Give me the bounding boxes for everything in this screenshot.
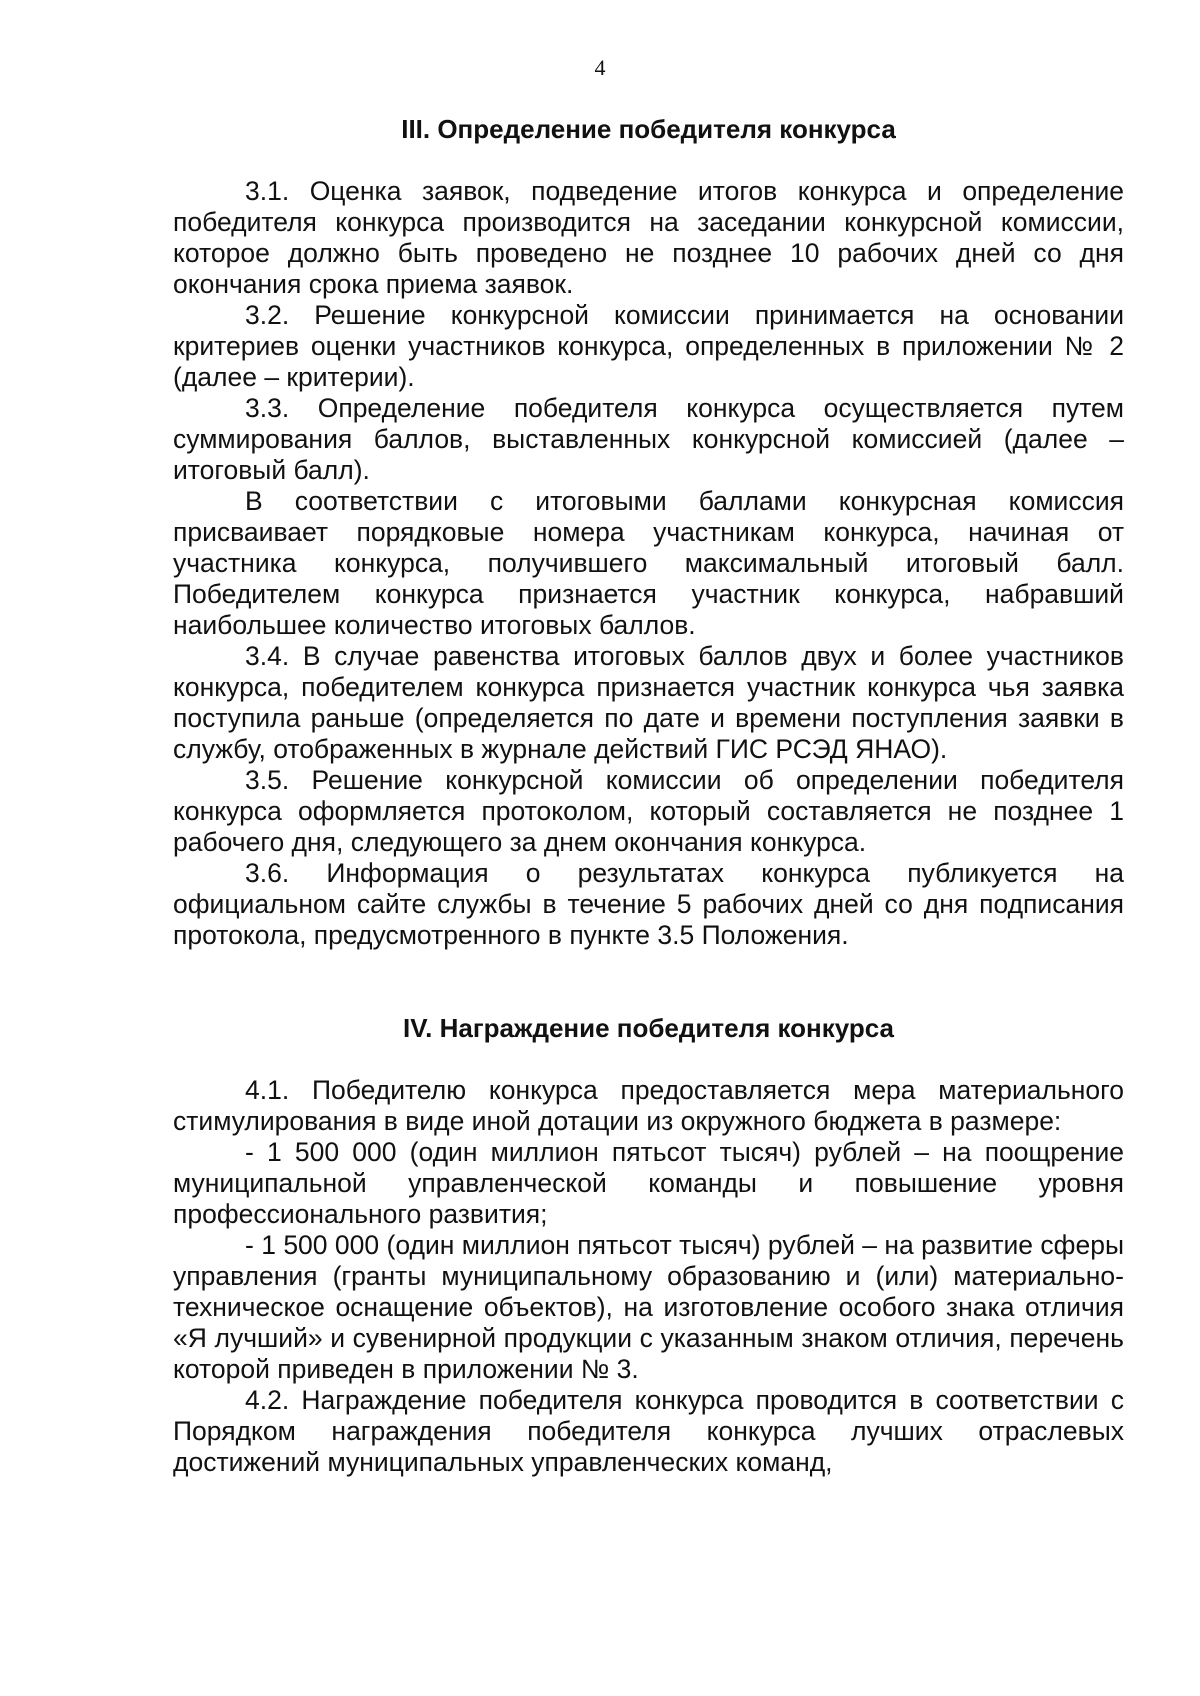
paragraph-4-1: 4.1. Победителю конкурса предоставляется мера материального стимулирования в виде иной дотации из окружного бюджета в размере: [173,1075,1124,1136]
section-4-heading: IV. Награждение победителя конкурса [402,1013,894,1043]
paragraph-3-3: 3.3. Определение победителя конкурса осуществляется путем суммирования баллов, выставленных конкурсной комиссией (далее – итоговый балл). [173,393,1124,485]
paragraph-4-1-item-1: - 1 500 000 (один миллион пятьсот тысяч) рублей – на поощрение муниципальной управленческой команды и повышение уровня профессионального развития; [173,1137,1124,1229]
document-body [173,114,1124,1478]
paragraph-3-3-continued: В соответствии с итоговыми баллами конкурсная комиссия присваивает порядковые номера участникам конкурса, начиная от участника конкурса, получившего максимальный итоговый балл. Победителем конкурса признается участник конкурса, набравший наибольшее количество итоговых баллов. [173,486,1124,640]
paragraph-3-6: 3.6. Информация о результатах конкурса публикуется на официальном сайте службы в течение 5 рабочих дней со дня подписания протокола, предусмотренного в пункте 3.5 Положения. [173,858,1124,950]
paragraph-4-2: 4.2. Награждение победителя конкурса проводится в соответствии с Порядком награждения победителя конкурса лучших отраслевых достижений муниципальных управленческих команд, [173,1385,1124,1477]
paragraph-3-1: 3.1. Оценка заявок, подведение итогов конкурса и определение победителя конкурса производится на заседании конкурсной комиссии, которое должно быть проведено не позднее 10 рабочих дней со дня окончания срока приема заявок. [173,176,1124,299]
paragraph-3-2: 3.2. Решение конкурсной комиссии принимается на основании критериев оценки участников конкурса, определенных в приложении № 2 (далее – критерии). [173,300,1124,392]
page-number: 4 [594,55,606,80]
paragraph-3-5: 3.5. Решение конкурсной комиссии об определении победителя конкурса оформляется протоколом, который составляется не позднее 1 рабочего дня, следующего за днем окончания конкурса. [173,765,1124,857]
section-3-heading: III. Определение победителя конкурса [401,114,896,144]
paragraph-3-4: 3.4. В случае равенства итоговых баллов двух и более участников конкурса, победителем конкурса признается участник конкурса чья заявка поступила раньше (определяется по дате и времени поступления заявки в службу, отображенных в журнале действий ГИС РСЭД ЯНАО). [173,641,1124,764]
paragraph-4-1-item-2: - 1 500 000 (один миллион пятьсот тысяч) рублей – на развитие сферы управления (гранты муниципальному образованию и (или) материально-техническое оснащение объектов), на изготовление особого знака отличия «Я лучший» и сувенирной продукции с указанным знаком отличия, перечень которой приведен в приложении № 3. [173,1230,1124,1384]
